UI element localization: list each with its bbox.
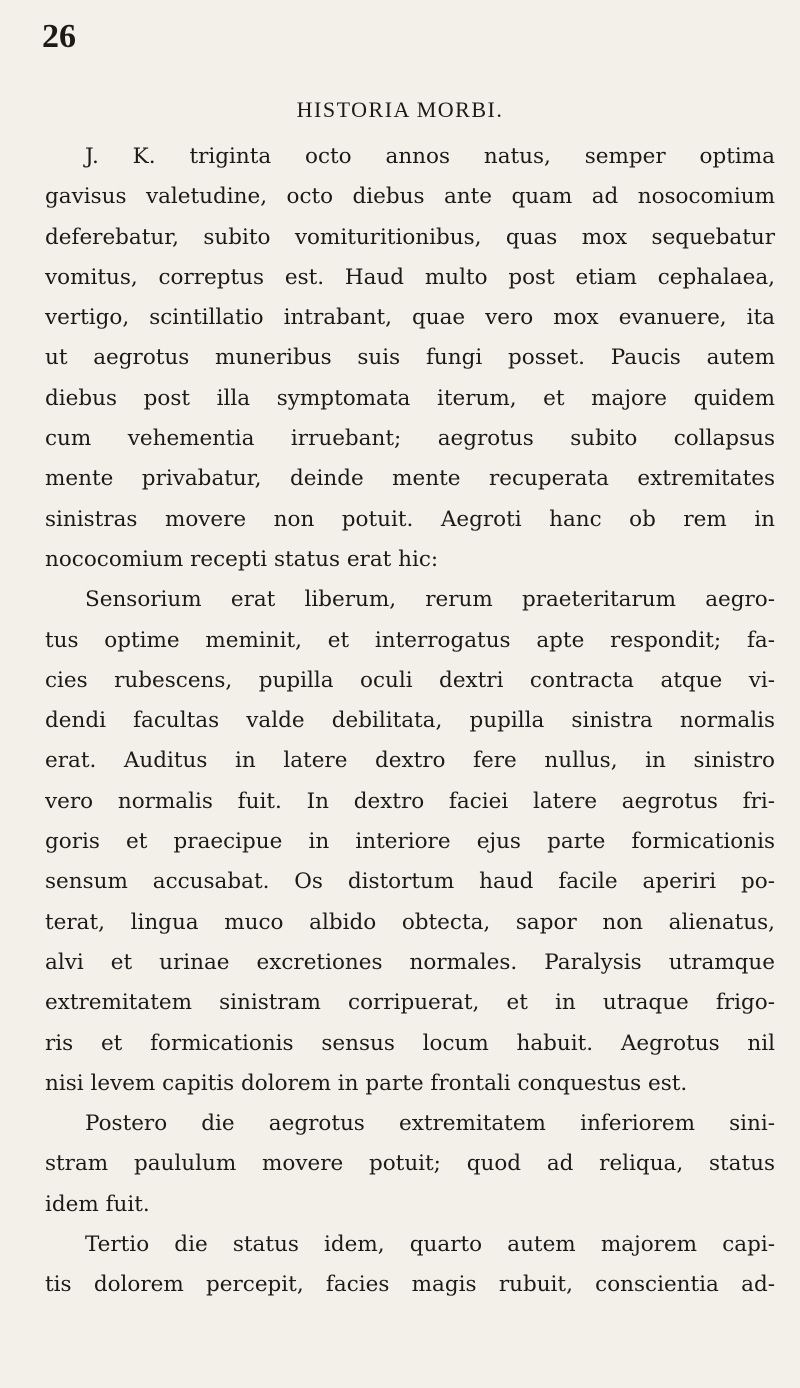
text-line: erat. Auditus in latere dextro fere nullus, in sinistro — [45, 748, 775, 774]
page-number: 26 — [42, 18, 76, 55]
text-line: idem fuit. — [45, 1191, 150, 1217]
text-line: Postero die aegrotus extremitatem inferiorem sini- — [85, 1111, 775, 1137]
text-line: tus optime meminit, et interrogatus apte respondit; fa- — [45, 627, 775, 653]
text-line: Tertio die status idem, quarto autem majorem capi- — [85, 1232, 775, 1258]
text-line: Sensorium erat liberum, rerum praeteritarum aegro- — [85, 587, 775, 613]
text-line: dendi facultas valde debilitata, pupilla sinistra normalis — [45, 708, 775, 734]
text-line: goris et praecipue in interiore ejus parte formicationis — [45, 829, 775, 855]
text-line: ris et formicationis sensus locum habuit. Aegrotus nil — [45, 1030, 775, 1056]
text-line: alvi et urinae excretiones normales. Paralysis utramque — [45, 949, 775, 975]
text-line: J. K. triginta octo annos natus, semper optima — [85, 144, 775, 169]
body-text — [45, 137, 775, 1306]
text-line: vomitus, correptus est. Haud multo post etiam cephalaea, — [45, 264, 775, 290]
text-line: terat, lingua muco albido obtecta, sapor non alienatus, — [45, 909, 775, 935]
text-line: nococomium recepti status erat hic: — [45, 546, 439, 572]
text-line: sinistras movere non potuit. Aegroti hanc ob rem in — [45, 506, 775, 532]
text-line: cum vehementia irruebant; aegrotus subito collapsus — [45, 426, 775, 452]
text-line: cies rubescens, pupilla oculi dextri contracta atque vi- — [45, 667, 775, 693]
text-line: deferebatur, subito vomituritionibus, quas mox sequebatur — [45, 224, 775, 250]
text-line: stram paululum movere potuit; quod ad reliqua, status — [45, 1151, 775, 1177]
text-line: vero normalis fuit. In dextro faciei latere aegrotus fri- — [45, 788, 775, 814]
text-line: ut aegrotus muneribus suis fungi posset. Paucis autem — [45, 345, 775, 371]
text-line: vertigo, scintillatio intrabant, quae vero mox evanuere, ita — [45, 305, 775, 331]
text-line: mente privabatur, deinde mente recuperata extremitates — [45, 466, 775, 492]
text-line: tis dolorem percepit, facies magis rubuit, conscientia ad- — [45, 1272, 775, 1298]
text-line: extremitatem sinistram corripuerat, et in utraque frigo- — [45, 990, 775, 1016]
text-line: diebus post illa symptomata iterum, et majore quidem — [45, 385, 775, 411]
text-line: sensum accusabat. Os distortum haud facile aperiri po- — [45, 869, 775, 895]
text-line: gavisus valetudine, octo diebus ante quam ad nosocomium — [45, 184, 775, 210]
page-heading: HISTORIA MORBI. — [296, 97, 504, 122]
text-line: nisi levem capitis dolorem in parte frontali conquestus est. — [45, 1070, 688, 1096]
